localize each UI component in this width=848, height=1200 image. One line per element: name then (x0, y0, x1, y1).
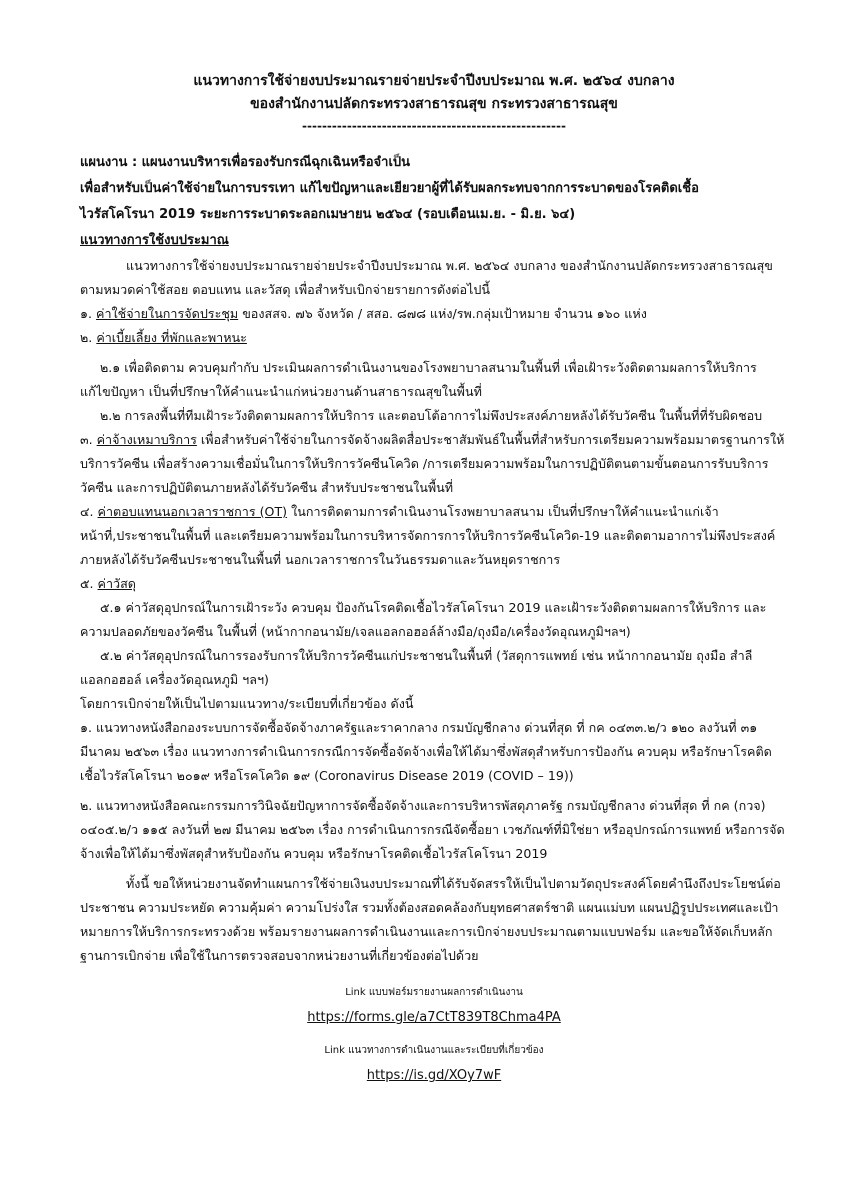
item-3-title: ค่าจ้างเหมาบริการ (96, 432, 197, 447)
form-link[interactable]: https://forms.gle/a7CtT839T8Chma4PA (307, 1010, 561, 1025)
item-1: ๑. ค่าใช้จ่ายในการจัดประชุม ของสสจ. ๗๖ จังหวัด / สสอ. ๘๗๘ แห่ง/รพ.กลุ่มเป้าหมาย จำนวน ๑๖๐ แห่ง (80, 306, 647, 321)
disbursement-intro: โดยการเบิกจ่ายให้เป็นไปตามแนวทาง/ระเบียบที่เกี่ยวข้อง ดังนี้ (80, 696, 414, 711)
closing-paragraph: ทั้งนี้ ขอให้หน่วยงานจัดทำแผนการใช้จ่ายเงินงบประมาณที่ได้รับจัดสรรให้เป็นไปตามวัตถุประสงค์โดยคำนึงถึงประโยชน์ต่อประชาชน ความประหยัด ความคุ้มค่า ความโปร่งใส รวมทั้งต้องสอดคล้องกับยุทธศาสตร์ชาติ แผนแม่บท แผนปฏิรูปประเทศและเป้าหมายการให้บริการกระทรวงด้วย พร้อมรายงานผลการดำเนินงานและการเบิกจ่ายงบประมาณตามแบบฟอร์ม และขอให้จัดเก็บหลักฐานการเบิกจ่าย เพื่อใช้ในการตรวจสอบจากหน่วยงานที่เกี่ยวข้องต่อไปด้วย (80, 876, 781, 963)
title-line-2: ของสำนักงานปลัดกระทรวงสาธารณสุข กระทรวงสาธารณสุข (250, 96, 618, 112)
item-2-2: ๒.๒ การลงพื้นที่ทีมเฝ้าระวังติดตามผลการให้บริการ และตอบโต้อาการไม่พึงประสงค์ภายหลังได้รับวัคซีน ในพื้นที่ที่รับผิดชอบ (100, 408, 763, 423)
item-4: ๔. ค่าตอบแทนนอกเวลาราชการ (OT) ในการติดตามการดำเนินงานโรงพยาบาลสนาม เป็นที่ปรึกษาให้คำแนะนำแก่เจ้าหน้าที่,ประชาชนในพื้นที่ และเตรียมความพร้อมในการบริหารจัดการการให้บริการวัคซีนโควิด-19 และติดตามอาการไม่พึงประสงค์ภายหลังได้รับวัคซีนประชาชนในพื้นที่ นอกเวลาราชการในวันธรรมดาและวันหยุดราชการ (80, 504, 776, 567)
guide-link[interactable]: https://is.gd/XOy7wF (366, 1068, 502, 1083)
document-title (80, 70, 788, 116)
guide-link-label: Link แนวทางการดำเนินงานและระเบียบที่เกี่ยวข้อง (324, 1045, 544, 1056)
item-3: ๓. ค่าจ้างเหมาบริการ เพื่อสำหรับค่าใช้จ่ายในการจัดจ้างผลิตสื่อประชาสัมพันธ์ในพื้นที่สำหรับการเตรียมความพร้อมมาตรฐานการให้บริการวัคซีน เพื่อสร้างความเชื่อมั่นในการให้บริการวัคซีนโควิด /การเตรียมความพร้อมในการปฏิบัติตนตามขั้นตอนการรับบริการวัคซีน และการปฏิบัติตนภายหลังได้รับวัคซีน สำหรับประชาชนในพื้นที่ (80, 432, 785, 495)
item-2-1: ๒.๑ เพื่อติดตาม ควบคุมกำกับ ประเมินผลการดำเนินงานของโรงพยาบาลสนามในพื้นที่ เพื่อเฝ้าระวังติดตามผลการให้บริการ แก้ไขปัญหา เป็นที่ปรึกษาให้คำแนะนำแก่หน่วยงานด้านสาธารณสุขในพื้นที่ (80, 360, 757, 399)
item-2: ๒. ค่าเบี้ยเลี้ยง ที่พักและพาหนะ (80, 330, 247, 345)
title-line-1: แนวทางการใช้จ่ายงบประมาณรายจ่ายประจำปีงบประมาณ พ.ศ. ๒๕๖๔ งบกลาง (193, 73, 675, 89)
section-heading: แนวทางการใช้งบประมาณ (80, 233, 229, 248)
item-5-2: ๕.๒ ค่าวัสดุอุปกรณ์ในการรองรับการให้บริการวัคซีนแก่ประชาชนในพื้นที่ (วัสดุการแพทย์ เช่น หน้ากากอนามัย ถุงมือ สำลี แอลกอฮอล์ เครื่องวัดอุณหภูมิ ฯลฯ) (80, 648, 753, 687)
item-4-title: ค่าตอบแทนนอกเวลาราชการ (OT) (97, 504, 288, 519)
title-divider: ----------------------------------------------------- (302, 119, 566, 133)
regulation-2: ๒. แนวทางหนังสือคณะกรรมการวินิจฉัยปัญหาการจัดซื้อจัดจ้างและการบริหารพัสดุภาครัฐ กรมบัญชีกลาง ด่วนที่สุด ที่ กค (กวจ) ๐๔๐๕.๒/ว ๑๑๕ ลงวันที่ ๒๗ มีนาคม ๒๕๖๓ เรื่อง การดำเนินการกรณีจัดซื้อยา เวชภัณฑ์ที่มิใช่ยา หรืออุปกรณ์การแพทย์ หรือการจัดจ้างเพื่อให้ได้มาซึ่งพัสดุสำหรับป้องกัน ควบคุม หรือรักษาโรคติดเชื้อไวรัสโคโรนา 2019 (80, 798, 785, 861)
item-5: ๕. ค่าวัสดุ (80, 576, 136, 591)
item-1-title: ค่าใช้จ่ายในการจัดประชุม (96, 306, 239, 321)
intro-paragraph: แนวทางการใช้จ่ายงบประมาณรายจ่ายประจำปีงบประมาณ พ.ศ. ๒๕๖๔ งบกลาง ของสำนักงานปลัดกระทรวงสาธารณสุข ตามหมวดค่าใช้สอย ตอบแทน และวัสดุ เพื่อสำหรับเบิกจ่ายรายการดังต่อไปนี้ (80, 258, 773, 297)
regulation-1: ๑. แนวทางหนังสือกองระบบการจัดซื้อจัดจ้างภาครัฐและราคากลาง กรมบัญชีกลาง ด่วนที่สุด ที่ กค ๐๔๓๓.๒/ว ๑๒๐ ลงวันที่ ๓๑ มีนาคม ๒๕๖๓ เรื่อง แนวทางการดำเนินการกรณีการจัดซื้อจัดจ้างเพื่อให้ได้มาซึ่งพัสดุสำหรับการป้องกัน ควบคุม หรือรักษาโรคติดเชื้อไวรัสโคโรนา ๒๐๑๙ หรือโรคโควิด ๑๙ (Coronavirus Disease 2019 (COVID – 19)) (80, 720, 772, 783)
plan-line-1: แผนงาน : แผนงานบริหารเพื่อรองรับกรณีฉุกเฉินหรือจำเป็น (80, 155, 411, 170)
item-5-1: ๕.๑ ค่าวัสดุอุปกรณ์ในการเฝ้าระวัง ควบคุม ป้องกันโรคติดเชื้อไวรัสโคโรนา 2019 และเฝ้าระวังติดตามผลการให้บริการ และความปลอดภัยของวัคซีน ในพื้นที่ (หน้ากากอนามัย/เจลแอลกอฮอล์ล้างมือ/ถุงมือ/เครื่องวัดอุณหภูมิฯลฯ) (80, 600, 767, 639)
plan-line-3: ไวรัสโคโรนา 2019 ระยะการระบาดระลอกเมษายน ๒๕๖๔ (รอบเดือนเม.ย. - มิ.ย. ๖๔) (80, 207, 576, 222)
item-2-title: ค่าเบี้ยเลี้ยง ที่พักและพาหนะ (96, 330, 247, 345)
item-5-title: ค่าวัสดุ (97, 576, 136, 591)
form-link-label: Link แบบฟอร์มรายงานผลการดำเนินงาน (345, 987, 523, 998)
plan-line-2: เพื่อสำหรับเป็นค่าใช้จ่ายในการบรรเทา แก้ไขปัญหาและเยียวยาผู้ที่ได้รับผลกระทบจากการระบาดของโรคติดเชื้อ (80, 181, 699, 196)
links-section (80, 982, 788, 1090)
